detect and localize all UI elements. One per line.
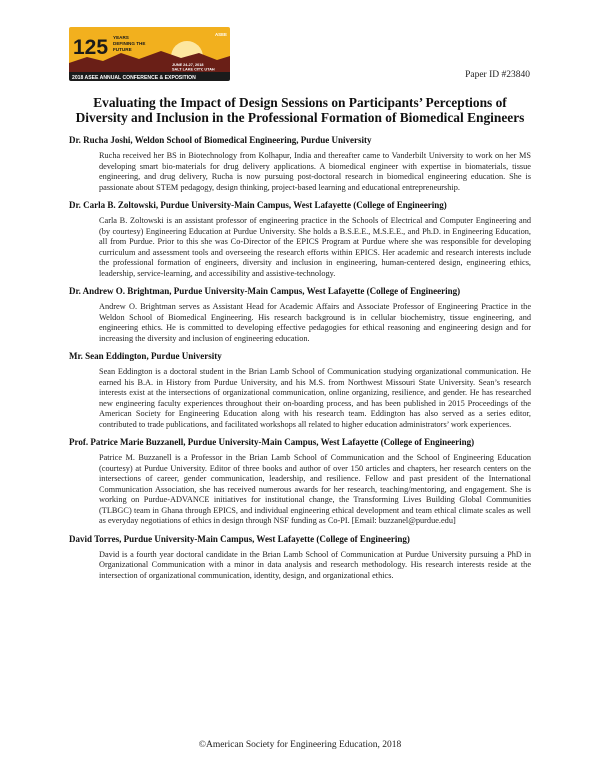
- logo-years-2: DEFINING THE: [113, 41, 146, 46]
- author-bio: Sean Eddington is a doctoral student in the Brian Lamb School of Communication studying organizational communication. He earned his B.A. in History from Purdue University, and his M.S. from Northwest Missouri State University. Sean’s research interests exist at the intersections of organizational communication, online organizing, resilience, and gender. He has researched new engineering faculty experiences throughout their on-boarding process, and has been published in 2015 Proceedings of the American Society for Engineering Education along with his research team. Eddington has also served as a series editor, contributed to trade publications, and facilitated workshops all related to higher education administrators’ work experiences.: [99, 367, 531, 429]
- author-bio: Andrew O. Brightman serves as Assistant Head for Academic Affairs and Associate Professor of Engineering Practice in the Weldon School of Biomedical Engineering. His research background is in cellular biochemistry, tissue engineering, and engineering ethics. He is committed to developing effective pedagogies for ethical reasoning and engineering design and for increasing the diversity and inclusion of engineering education.: [99, 302, 531, 343]
- logo-event-2: SALT LAKE CITY, UTAH: [172, 67, 215, 72]
- conference-logo-graphic: [69, 27, 230, 81]
- logo-event-1: JUNE 24-27, 2018: [172, 63, 204, 67]
- paper-title: Evaluating the Impact of Design Sessions on Participants’ Perceptions of Diversity and Inclusion in the Professional Formation of Biomedical Engineers: [75, 95, 525, 125]
- author-list: [69, 135, 531, 581]
- logo-years-3: FUTURE: [113, 47, 132, 52]
- author-entry: [69, 135, 531, 193]
- paper-id: Paper ID #23840: [465, 70, 530, 80]
- author-entry: [69, 534, 531, 582]
- main-content: [69, 95, 531, 581]
- author-name: Dr. Rucha Joshi, Weldon School of Biomedical Engineering, Purdue University: [69, 135, 372, 145]
- author-name: David Torres, Purdue University-Main Campus, West Lafayette (College of Engineering): [69, 533, 410, 544]
- copyright-footer: ©American Society for Engineering Education, 2018: [198, 740, 402, 750]
- author-bio: Patrice M. Buzzanell is a Professor in the Brian Lamb School of Communication and the School of Engineering Education (courtesy) at Purdue University. Editor of three books and author of over 150 articles and chapters, her research centers on the intersections of career, gender communication, leadership, and resilience. Fellow and past president of the International Communication Association, she has received numerous awards for her research, teaching/mentoring, and engagement. She is working on Purdue-ADVANCE initiatives for institutional change, the Transforming Lives Building Global Communities (TLBGC) team in Ghana through EPICS, and individual engineering ethical development and team ethical climate scales as well as everyday negotiations of ethics in design through NSF funding as Co-PI. [Email: buzzanel@purdue.edu]: [99, 453, 531, 525]
- author-entry: [69, 200, 531, 279]
- author-entry: [69, 286, 531, 344]
- author-name: Dr. Carla B. Zoltowski, Purdue University-Main Campus, West Lafayette (College of Engineering): [69, 200, 447, 210]
- author-bio: David is a fourth year doctoral candidate in the Brian Lamb School of Communication at Purdue University pursuing a PhD in Organizational Communication with a minor in data analysis and research methodology. His research interests reside at the intersection of organizational communication, identity, design, and organizational ethics.: [99, 549, 531, 580]
- logo-tagline: 2018 ASEE ANNUAL CONFERENCE & EXPOSITION: [72, 74, 196, 81]
- logo-years-1: YEARS: [113, 35, 129, 40]
- logo-corner: ASEE: [215, 32, 227, 37]
- author-bio: Carla B. Zoltowski is an assistant professor of engineering practice in the Schools of Electrical and Computer Engineering and (by courtesy) Engineering Education at Purdue University. She holds a B.S.E.E., M.S.E.E., and Ph.D. in Engineering Education, all from Purdue. Prior to this she was Co-Director of the EPICS Program at Purdue where she was responsible for developing curriculum and assessment tools and overseeing the research efforts within EPICS. Her academic and research interests include the professional formation of engineers, diversity and inclusion in engineering, human-centered design, engineering ethics, leadership, service-learning, and accessibility and assistive-technology.: [99, 216, 531, 278]
- conference-logo: [69, 27, 230, 81]
- author-name: Dr. Andrew O. Brightman, Purdue University-Main Campus, West Lafayette (College of Engineering): [69, 286, 461, 296]
- logo-number: 125: [73, 36, 109, 59]
- author-entry: [69, 351, 531, 430]
- author-name: Prof. Patrice Marie Buzzanell, Purdue University-Main Campus, West Lafayette (College of Engineering): [69, 437, 475, 447]
- author-entry: [69, 437, 531, 527]
- author-bio: Rucha received her BS in Biotechnology from Kolhapur, India and thereafter came to Vanderbilt University to work on her MS developing smart bio-materials for drug delivery applications. A biomedical engineer with expertise in biomaterials, tissue engineering, and drug delivery, Rucha is now pursuing post-doctoral research in biomedical engineering education. She is passionate about STEM pedagogy, design thinking, project-based learning and educational entrepreneurship.: [99, 151, 531, 192]
- author-name: Mr. Sean Eddington, Purdue University: [69, 351, 222, 361]
